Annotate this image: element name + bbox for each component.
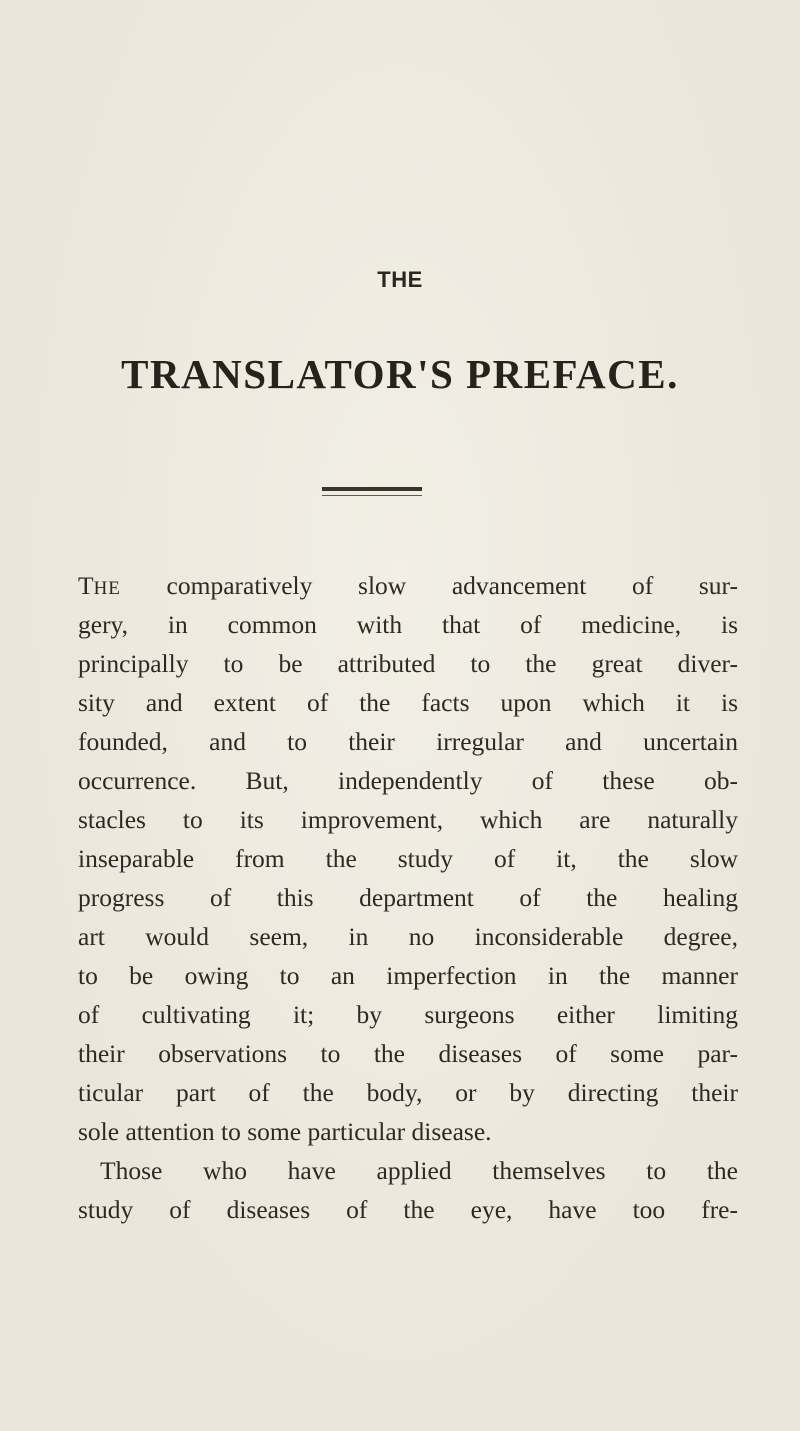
paragraph-1-line: stacles to its improvement, which are naturally [78, 805, 738, 834]
pre-title: THE [377, 267, 423, 292]
first-line-text: comparatively slow advancement of sur- [120, 571, 738, 600]
paragraph-1-line: to be owing to an imperfection in the manner [78, 961, 738, 990]
paragraph-1-line: of cultivating it; by surgeons either limiting [78, 1000, 738, 1029]
paragraph-1-line: sity and extent of the facts upon which it is [78, 688, 738, 717]
small-caps-initial: T [78, 571, 94, 600]
paragraph-1-line: founded, and to their irregular and uncertain [78, 727, 738, 756]
paragraph-1-line: occurrence. But, independently of these ob- [78, 766, 738, 795]
ornamental-rule-thick [322, 487, 422, 491]
paragraph-1-line: their observations to the diseases of some par- [78, 1039, 738, 1068]
paragraph-1-line: progress of this department of the healing [78, 883, 738, 912]
page-title: TRANSLATOR'S PREFACE. [121, 351, 679, 397]
paragraph-1-line: gery, in common with that of medicine, is [78, 610, 738, 639]
paragraph-1-line: principally to be attributed to the great diver- [78, 649, 738, 678]
paragraph-1-line-last: sole attention to some particular disease. [78, 1117, 492, 1146]
paragraph-1-line: inseparable from the study of it, the slow [78, 844, 738, 873]
body-text [78, 566, 738, 1229]
paragraph-1-line-1 [78, 566, 738, 605]
paragraph-2-line: Those who have applied themselves to the [100, 1156, 738, 1185]
paragraph-2-line: study of diseases of the eye, have too fre- [78, 1195, 738, 1224]
small-caps-rest: HE [93, 578, 121, 599]
paragraph-1-line: ticular part of the body, or by directing their [78, 1078, 738, 1107]
paragraph-1-line: art would seem, in no inconsiderable degree, [78, 922, 738, 951]
ornamental-rule-thin [322, 495, 422, 496]
